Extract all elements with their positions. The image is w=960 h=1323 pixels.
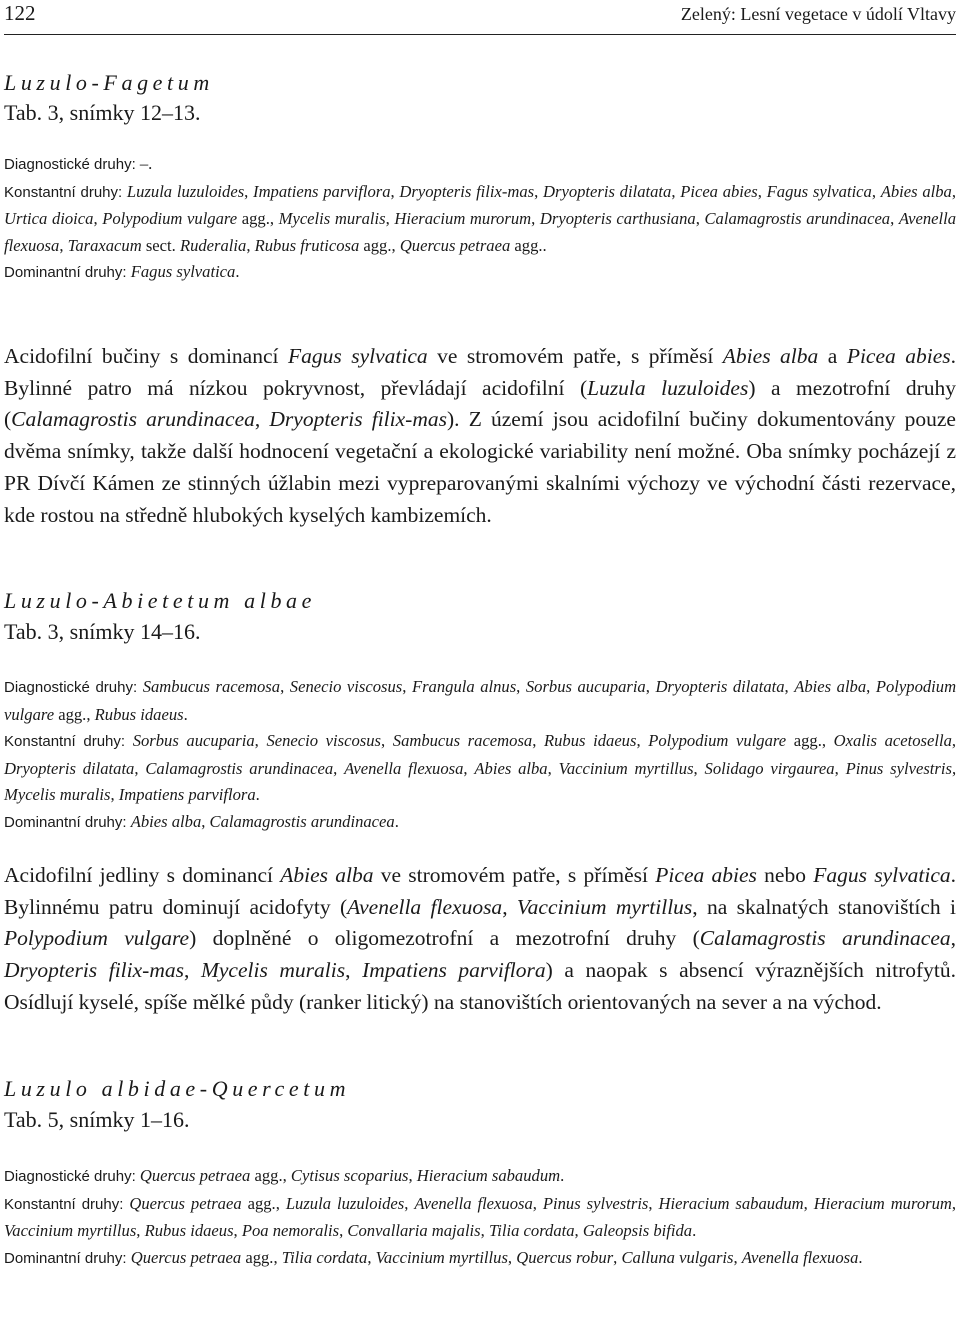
species-lists (4, 151, 956, 287)
constant-species: Konstantní druhy: Quercus petraea agg., Luzula luzuloides, Avenella flexuosa, Pinus sylvestris, Hieracium sabaudum, Hieracium murorum, Vaccinium myrtillus, Rubus idaeus, Poa nemoralis, Convallaria majalis, Tilia cordata, Galeopsis bifida. (4, 1193, 957, 1241)
page-number: 122 (4, 1, 36, 25)
diagnostic-species: Diagnostické druhy: –. (4, 154, 153, 173)
section-title: Luzulo-Abietetum albae (4, 588, 317, 613)
constant-species: Konstantní druhy: Luzula luzuloides, Impatiens parviflora, Dryopteris filix-mas, Dryopteris dilatata, Picea abies, Fagus sylvatica, Abies alba, Urtica dioica, Polypodium vulgare agg., Mycelis muralis, Hieracium murorum, Dryopteris carthusiana, Calamagrostis arundinacea, Avenella flexuosa, Taraxacum sect. Ruderalia, Rubus fruticosa agg., Quercus petraea agg.. (4, 181, 957, 255)
table-reference: Tab. 5, snímky 1–16. (4, 1107, 190, 1132)
section-description: Acidofilní jedliny s dominancí Abies alba ve stromovém patře, s příměsí Picea abies nebo Fagus sylvatica. Bylinnému patru dominují acidofyty (Avenella flexuosa, Vaccinium myrtillus, na skalnatých stanovištích i Polypodium vulgare) doplněné o oligomezotrofní a mezotrofní druhy (Calamagrostis arundinacea, Dryopteris filix-mas, Mycelis muralis, Impatiens parviflora) a naopak s absencí výraznějších nitrofytů. Osídlují kyselé, spíše mělké půdy (ranker litický) na stanovištích orientovaných na sever a na východ. (4, 863, 957, 1014)
species-lists (4, 1163, 956, 1272)
section-description: Acidofilní bučiny s dominancí Fagus sylvatica ve stromovém patře, s příměsí Abies alba a Picea abies. Bylinné patro má nízkou pokryvnost, převládají acidofilní (Luzula luzuloides) a mezotrofní druhy (Calamagrostis arundinacea, Dryopteris filix-mas). Z území jsou acidofilní bučiny dokumentovány pouze dvěma snímky, takže další hodnocení vegetační a ekologické variability není možné. Oba snímky pocházejí z PR Dívčí Kámen ze stinných úžlabin mezi vypreparovanými skalními výchozy ve východní části rezervace, kde rostou na středně hlubokých kyselých kambizemích. (4, 344, 957, 527)
diagnostic-species: Diagnostické druhy: Quercus petraea agg., Cytisus scoparius, Hieracium sabaudum. (4, 1166, 565, 1185)
table-reference: Tab. 3, snímky 14–16. (4, 619, 201, 644)
dominant-species: Dominantní druhy: Fagus sylvatica. (4, 262, 240, 282)
section-title: Luzulo-Fagetum (4, 70, 214, 95)
section-title: Luzulo albidae-Quercetum (4, 1076, 351, 1101)
dominant-species: Dominantní druhy: Abies alba, Calamagrostis arundinacea. (4, 811, 399, 831)
constant-species: Konstantní druhy: Sorbus aucuparia, Senecio viscosus, Sambucus racemosa, Rubus idaeus, Polypodium vulgare agg., Oxalis acetosella, Dryopteris dilatata, Calamagrostis arundinacea, Avenella flexuosa, Abies alba, Vaccinium myrtillus, Solidago virgaurea, Pinus sylvestris, Mycelis muralis, Impatiens parviflora. (4, 731, 957, 805)
table-reference: Tab. 3, snímky 12–13. (4, 100, 201, 125)
running-header (4, 0, 956, 35)
dominant-species: Dominantní druhy: Quercus petraea agg., Tilia cordata, Vaccinium myrtillus, Quercus robur, Calluna vulgaris, Avenella flexuosa. (4, 1247, 863, 1267)
running-title: Zelený: Lesní vegetace v údolí Vltavy (680, 4, 956, 24)
diagnostic-species: Diagnostické druhy: Sambucus racemosa, Senecio viscosus, Frangula alnus, Sorbus aucuparia, Dryopteris dilatata, Abies alba, Polypodium vulgare agg., Rubus idaeus. (4, 677, 957, 724)
species-lists (4, 674, 956, 837)
